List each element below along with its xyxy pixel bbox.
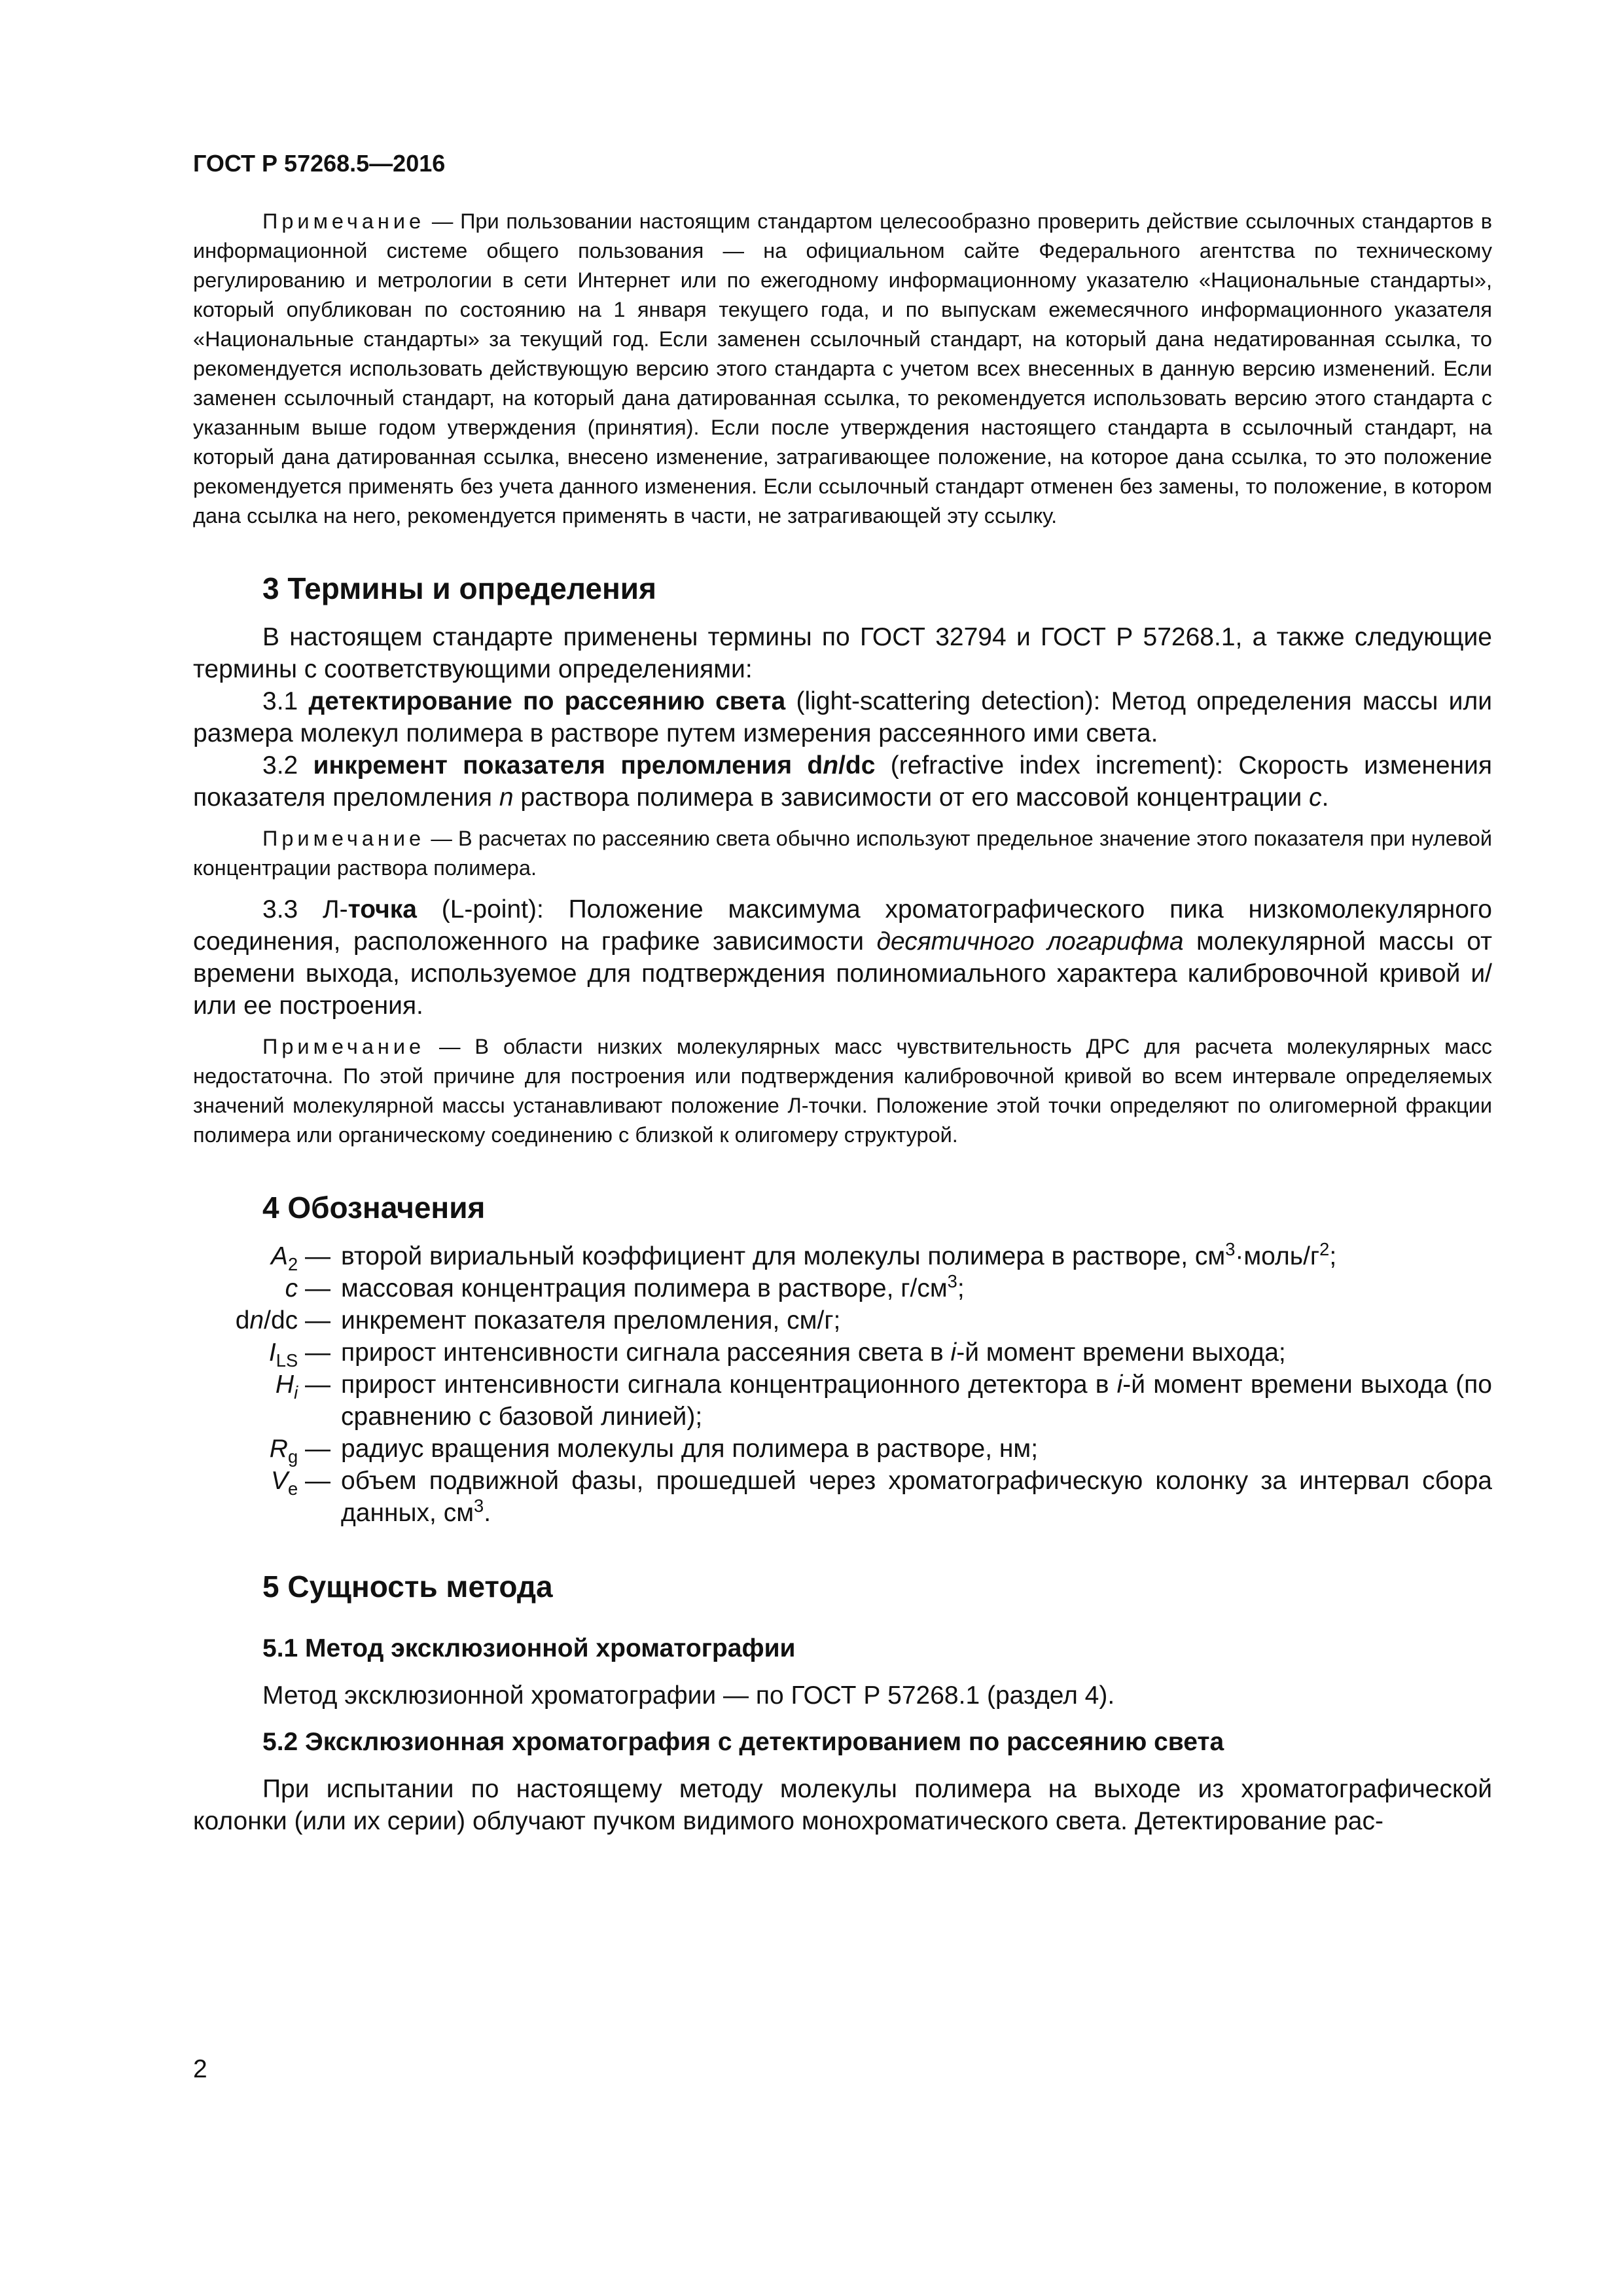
list-item	[193, 1433, 1492, 1465]
page-content	[193, 149, 1492, 1837]
list-item	[193, 1369, 1492, 1433]
note-label: Примечание	[262, 827, 425, 850]
symbol-definition: инкремент показателя преломления, см/г;	[341, 1306, 841, 1335]
subsection-5-2-heading: 5.2 Эксклюзионная хроматография с детектированием по рассеянию света	[262, 1728, 1224, 1756]
term-3-2: 3.2 инкремент показателя преломления dn/dc (refractive index increment): Скорость изменения показателя преломления n раствора полимера в зависимости от его массовой концентрации c.	[193, 751, 1492, 812]
symbol-definition: радиус вращения молекулы для полимера в растворе, нм;	[341, 1435, 1039, 1463]
document-id-header: ГОСТ Р 57268.5—2016	[193, 150, 446, 177]
subsection-5-1-text: Метод эксклюзионной хроматографии — по ГОСТ Р 57268.1 (раздел 4).	[262, 1681, 1115, 1710]
symbol: $I_{LS}$ —	[268, 1338, 330, 1371]
section-5-heading: 5 Сущность метода	[262, 1570, 553, 1604]
section-3-heading: 3 Термины и определения	[262, 571, 656, 605]
symbol-definition: прирост интенсивности сигнала концентрационного детектора в i-й момент времени выхода (по сравнению с базовой линией);	[341, 1371, 1492, 1431]
symbol: c —	[285, 1274, 330, 1302]
note-label: Примечание	[262, 1035, 425, 1058]
symbol: $V_e$ —	[270, 1467, 330, 1499]
symbol: dn/dc —	[235, 1306, 330, 1335]
symbol: $H_i$ —	[275, 1371, 330, 1403]
subsection-5-2-text: При испытании по настоящему методу молекулы полимера на выходе из хроматографической колонки (или их серии) облучают пучком видимого монохроматического света. Детектирование рас-	[193, 1775, 1492, 1835]
note-referenced-standards	[193, 207, 1492, 531]
list-item	[193, 1272, 1492, 1304]
symbol-definition: второй вириальный коэффициент для молекулы полимера в растворе, $см^3\cdot моль/г^2$;	[341, 1239, 1337, 1270]
term-3-2-name: инкремент показателя преломления dn/dc	[313, 751, 876, 780]
note-l-point	[193, 1032, 1492, 1150]
list-item	[193, 1465, 1492, 1529]
section-4-heading: 4 Обозначения	[262, 1191, 486, 1225]
term-3-1-name: детектирование по рассеянию света	[308, 687, 786, 715]
subsection-5-1-heading: 5.1 Метод эксклюзионной хроматографии	[262, 1634, 796, 1662]
list-item	[193, 1304, 1492, 1336]
list-item	[193, 1336, 1492, 1369]
page-number: 2	[193, 2055, 207, 2083]
note-text: — В расчетах по рассеянию света обычно используют предельное значение этого показателя при нулевой концентрации раствора полимера.	[193, 827, 1492, 880]
note-text: — В области низких молекулярных масс чувствительность ДРС для расчета молекулярных масс недостаточна. По этой причине для построения или подтверждения калибровочной кривой во всем интервале определяемых значений молекулярной массы устанавливают положение Л-точки. Положение этой точки определяют по олигомерной фракции полимера или органическому соединению с близкой к олигомеру структурой.	[193, 1035, 1492, 1147]
term-3-1: 3.1 детектирование по рассеянию света (light-scattering detection): Метод определения массы или размера молекул полимера в растворе путем измерения рассеянного ими света.	[193, 687, 1492, 747]
term-3-3: 3.3 Л-точка (L-point): Положение максимума хроматографического пика низкомолекулярного соединения, расположенного на графике зависимости десятичного логарифма молекулярной массы от времени выхода, используемое для подтверждения полиномиального характера калибровочной кривой и/или ее построения.	[193, 895, 1492, 1020]
note-label: Примечание	[262, 209, 425, 233]
symbol-definition: прирост интенсивности сигнала рассеяния света в i-й момент времени выхода;	[341, 1338, 1286, 1367]
symbol: $R_g$ —	[269, 1435, 330, 1467]
symbol-definition: массовая концентрация полимера в растворе, $г/см^3$;	[341, 1271, 965, 1302]
symbol: $A_2$ —	[270, 1242, 330, 1274]
list-item	[193, 1240, 1492, 1272]
symbol-definition: объем подвижной фазы, прошедшей через хроматографическую колонку за интервал сбора данных, $см^3$.	[341, 1467, 1492, 1527]
note-text: — При пользовании настоящим стандартом целесообразно проверить действие ссылочных стандартов в информационной системе общего пользования — на официальном сайте Федерального агентства по техническому регулированию и метрологии в сети Интернет или по ежегодному информационному указателю «Национальные стандарты», который опубликован по состоянию на 1 января текущего года, и по выпускам ежемесячного информационного указателя «Национальные стандарты» за текущий год. Если заменен ссылочный стандарт, на который дана недатированная ссылка, то рекомендуется использовать действующую версию этого стандарта с учетом всех внесенных в данную версию изменений. Если заменен ссылочный стандарт, на который дана датированная ссылка, то рекомендуется использовать версию этого стандарта с указанным выше годом утверждения (принятия). Если после утверждения настоящего стандарта в ссылочный стандарт, на который дана датированная ссылка, внесено изменение, затрагивающее положение, на которое дана ссылка, то это положение рекомендуется применять без учета данного изменения. Если ссылочный стандарт отменен без замены, то положение, в котором дана ссылка на него, рекомендуется применять в части, не затрагивающей эту ссылку.	[193, 209, 1492, 528]
term-3-3-name: точка	[348, 895, 417, 924]
note-refractive-index	[193, 824, 1492, 883]
symbols-list	[193, 1240, 1492, 1529]
section-3-intro: В настоящем стандарте применены термины по ГОСТ 32794 и ГОСТ Р 57268.1, а также следующие термины с соответствующими определениями:	[193, 623, 1492, 683]
